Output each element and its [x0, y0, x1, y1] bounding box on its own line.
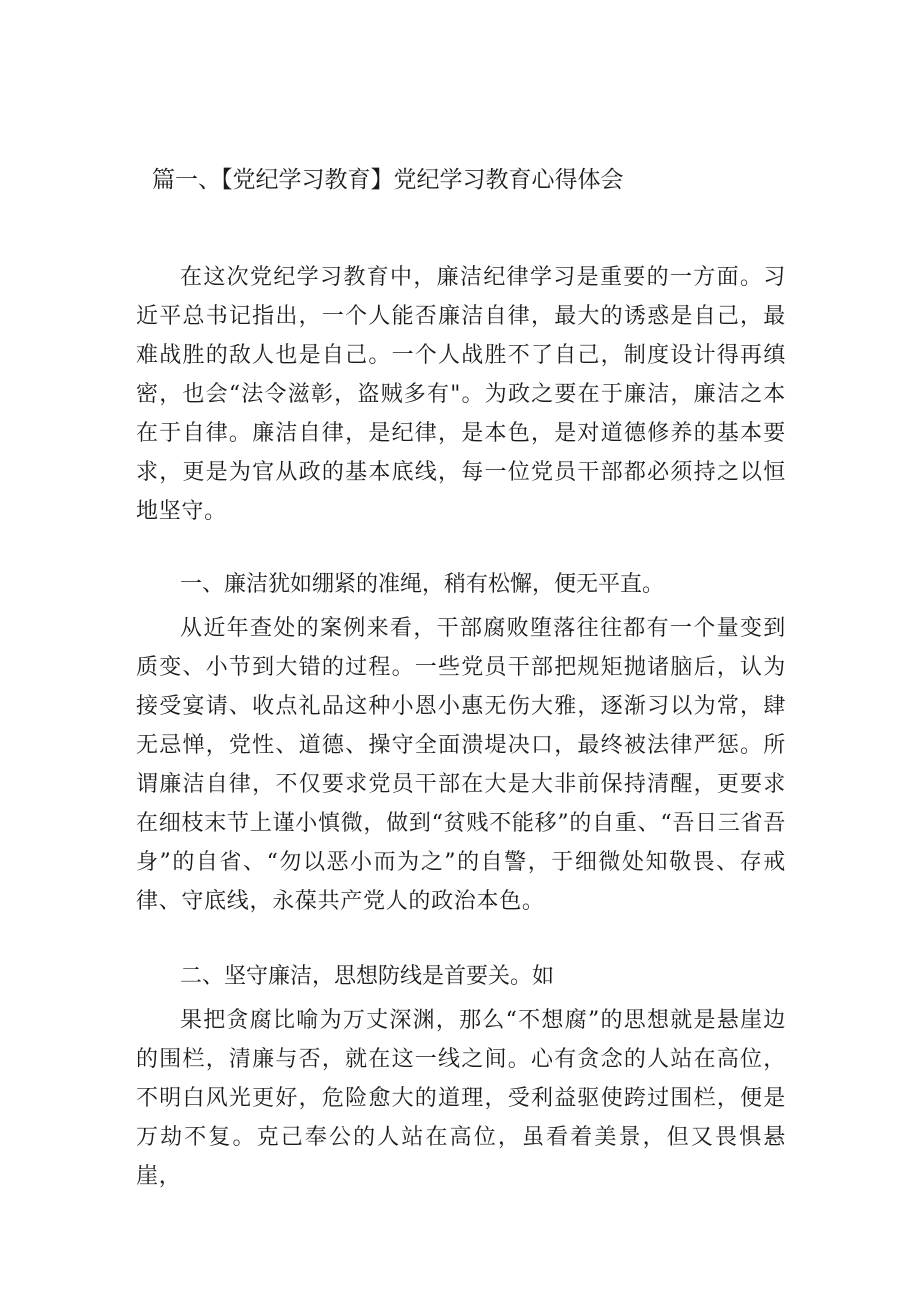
section-heading-1: 一、廉洁犹如绷紧的准绳，稍有松懈，便无平直。 — [180, 572, 665, 597]
document-title: 篇一、【党纪学习教育】党纪学习教育心得体会 — [152, 167, 624, 193]
section-heading-2: 二、坚守廉洁，思想防线是首要关。如 — [180, 964, 555, 989]
paragraph-section-1: 从近年查处的案例来看，干部腐败堕落往往都有一个量变到质变、小节到大错的过程。一些党员干部把规矩抛诸脑后，认为接受宴请、收点礼品这种小恩小惠无伤大雅，逐渐习以为常，肆无忌惮，党性、道德、操守全面溃堤决口，最终被法律严惩。所谓廉洁自律，不仅要求党员干部在大是大非前保持清醒，更要求在细枝末节上谨小慎微，做到“贫贱不能移”的自重、“吾日三省吾身”的自省、“勿以恶小而为之”的自警，于细微处知敬畏、存戒律、守底线，永葆共产党人的政治本色。 — [136, 616, 786, 914]
paragraph-intro: 在这次党纪学习教育中，廉洁纪律学习是重要的一方面。习近平总书记指出，一个人能否廉洁自律，最大的诱惑是自己，最难战胜的敌人也是自己。一个人战胜不了自己，制度设计得再缜密，也会“法令滋彰，盗贼多有"。为政之要在于廉洁，廉洁之本在于自律。廉洁自律，是纪律，是本色，是对道德修养的基本要求，更是为官从政的基本底线，每一位党员干部都必须持之以恒地坚守。 — [136, 265, 786, 524]
paragraph-section-2: 果把贪腐比喻为万丈深渊，那么“不想腐”的思想就是悬崖边的围栏，清廉与否，就在这一线之间。心有贪念的人站在高位，不明白风光更好，危险愈大的道理，受利益驱使跨过围栏，便是万劫不复。克己奉公的人站在高位，虽看着美景，但又畏惧悬崖， — [136, 1008, 786, 1189]
